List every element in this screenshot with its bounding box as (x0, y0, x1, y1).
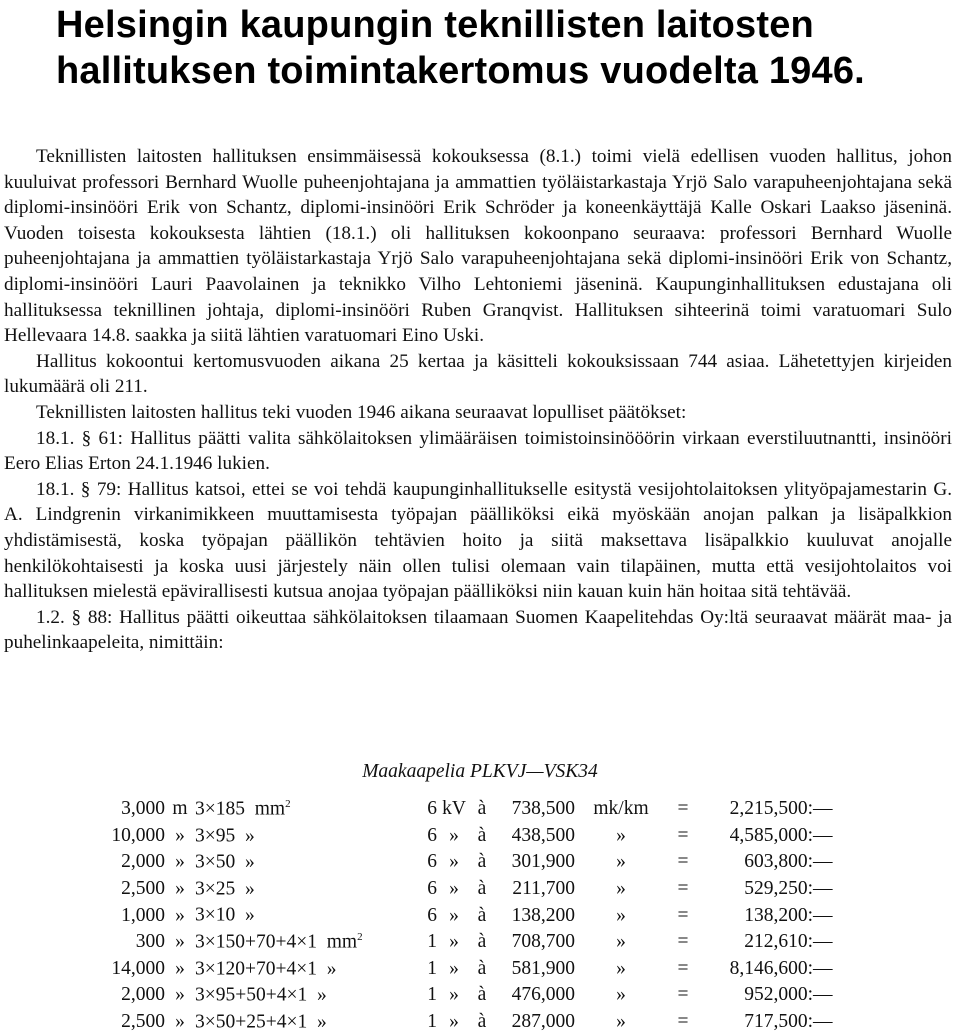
voltage-unit: » (449, 878, 459, 900)
total-dash: — (813, 957, 833, 979)
document-title: Helsingin kaupungin teknillisten laitosten hallituksen toimintakertomus vuodelta 1946. (56, 4, 865, 92)
voltage-value: 6 (427, 904, 437, 926)
cable-table-body (80, 796, 853, 1035)
total-dash: — (813, 1011, 833, 1033)
equals-sign: = (677, 878, 689, 900)
cable-length: 300 (135, 931, 165, 953)
length-unit: m (172, 798, 188, 820)
total-dash: — (813, 904, 833, 926)
price-unit: » (616, 931, 626, 953)
equals-sign: = (677, 984, 689, 1006)
voltage-unit: » (449, 851, 459, 873)
cable-table (80, 796, 853, 1035)
price-at: à (477, 878, 487, 900)
cable-size-unit: » (326, 958, 337, 980)
price-at: à (477, 798, 487, 820)
cable-size-unit: mm (326, 931, 358, 953)
price-at: à (477, 957, 487, 979)
voltage-value: 1 (427, 957, 437, 979)
cable-size-unit: » (245, 851, 255, 873)
cable-size-value: 3×25 (195, 878, 236, 900)
table-row (80, 876, 853, 903)
table-row (80, 956, 853, 983)
price-unit: » (616, 904, 626, 926)
price-unit: » (616, 957, 626, 979)
row-total: 603,800: (744, 851, 813, 873)
unit-superscript: 2 (285, 798, 291, 811)
cable-length: 2,000 (121, 984, 165, 1006)
row-total: 529,250: (744, 878, 813, 900)
voltage-unit: » (449, 984, 459, 1006)
cable-size-value: 3×50 (195, 851, 236, 873)
cable-length: 10,000 (111, 824, 165, 846)
row-total: 4,585,000: (729, 824, 813, 846)
length-unit: » (175, 931, 185, 953)
price-at: à (477, 824, 487, 846)
equals-sign: = (677, 904, 689, 926)
unit-price: 581,900 (511, 957, 575, 979)
price-unit: » (616, 824, 626, 846)
equals-sign: = (677, 957, 689, 979)
paragraph-board-composition: Teknillisten laitosten hallituksen ensimmäisessä kokouksessa (8.1.) toimi vielä edellisen vuoden hallitus, johon kuuluivat professori Bernhard Wuolle puheenjohtajana ja ammattien työläistarkastaja Yrjö Salo varapuheenjohtajana sekä diplomi-insinööri Erik von Schantz, diplomi-insinööri Erik Schröder ja koneenkäyttäjä Kalle Oskari Laakso jäseninä. Vuoden toisesta kokouksesta lähtien (18.1.) oli hallituksen kokoonpano seuraava: professori Bernhard Wuolle puheenjohtajana ja ammattien työläistarkastaja Yrjö Salo varapuheenjohtajana sekä diplomi-insinööri Erik von Schantz, diplomi-insinööri Lauri Paavolainen ja teknikko Vilho Lehtoniemi jäseninä. Kaupunginhallituksen edustajana oli hallituksessa teknillinen johtaja, diplomi-insinööri Ruben Granqvist. Hallituksen sihteerinä toimi varatuomari Sulo Hellevaara 14.8. saakka ja siitä lähtien varatuomari Eino Uski. (4, 146, 952, 347)
table-caption: Maakaapelia PLKVJ—VSK34 (362, 761, 598, 782)
length-unit: » (175, 1011, 185, 1033)
cable-size (195, 796, 407, 823)
voltage-unit: » (449, 957, 459, 979)
cable-size-unit: » (317, 1011, 327, 1033)
unit-price: 301,900 (511, 851, 575, 873)
length-unit: » (175, 957, 185, 979)
length-unit: » (175, 824, 185, 846)
table-row (80, 1009, 853, 1035)
paragraph-decision-88: 1.2. § 88: Hallitus päätti oikeuttaa sähkölaitoksen tilaamaan Suomen Kaapelitehdas Oy:ltä seuraavat määrät maa- ja puhelinkaapeleita, nimittäin: (4, 606, 952, 654)
price-unit: » (616, 851, 626, 873)
equals-sign: = (677, 798, 689, 820)
voltage-value: 6 (427, 824, 437, 846)
total-dash: — (813, 878, 833, 900)
cable-size (195, 902, 407, 929)
cable-size-unit: » (317, 984, 327, 1006)
length-unit: » (175, 984, 185, 1006)
voltage-value: 6 (427, 851, 437, 873)
total-dash: — (813, 824, 833, 846)
row-total: 2,215,500: (729, 798, 813, 820)
cable-size (195, 1009, 407, 1035)
paragraph-meetings: Hallitus kokoontui kertomusvuoden aikana 25 kertaa ja käsitteli kokouksissaan 744 asiaa. Lähetettyjen kirjeiden lukumäärä oli 211. (4, 350, 952, 398)
equals-sign: = (677, 851, 689, 873)
unit-price: 708,700 (511, 931, 575, 953)
table-row (80, 982, 853, 1009)
cable-size-unit: » (245, 825, 255, 847)
voltage-unit: kV (442, 798, 466, 820)
cable-size (195, 823, 407, 850)
cable-size-value: 3×185 (195, 798, 245, 820)
cable-length: 1,000 (121, 904, 165, 926)
cable-size-unit: » (245, 904, 255, 926)
voltage-value: 1 (427, 931, 437, 953)
voltage-unit: » (449, 904, 459, 926)
total-dash: — (813, 798, 833, 820)
unit-price: 476,000 (511, 984, 575, 1006)
unit-superscript: 2 (357, 931, 363, 944)
cable-size-value: 3×95 (195, 825, 236, 847)
unit-price: 738,500 (511, 798, 575, 820)
voltage-unit: » (449, 824, 459, 846)
row-total: 212,610: (744, 931, 813, 953)
cable-length: 3,000 (121, 798, 165, 820)
voltage-unit: » (449, 931, 459, 953)
voltage-value: 1 (427, 1011, 437, 1033)
voltage-unit: » (449, 1011, 459, 1033)
voltage-value: 1 (427, 984, 437, 1006)
row-total: 717,500: (744, 1011, 813, 1033)
cable-size (195, 982, 407, 1009)
price-at: à (477, 1011, 487, 1033)
total-dash: — (813, 984, 833, 1006)
voltage-value: 6 (427, 878, 437, 900)
cable-size-value: 3×95+50+4×1 (195, 984, 308, 1006)
equals-sign: = (677, 1011, 689, 1033)
price-unit: mk/km (593, 798, 649, 820)
table-row (80, 929, 853, 956)
cable-length: 2,500 (121, 878, 165, 900)
cable-size-unit: » (245, 878, 255, 900)
price-at: à (477, 931, 487, 953)
paragraph-decision-79: 18.1. § 79: Hallitus katsoi, ettei se voi tehdä kaupunginhallitukselle esitystä vesijohtolaitoksen ylityöpajamestarin G. A. Lindgrenin virkanimikkeen muuttamisesta työpajan päälliköksi eikä myöskään anojan palkan ja lisäpalkkion yhdistämisestä, koska työpajan päällikön tehtävien hoito ja siitä maksettava lisäpalkkio kuuluvat anojalle henkilökohtaisesti ja koska uusi järjestely näin ollen tulisi olemaan vain tilapäinen, mutta että vesijohtolaitos voi hallituksen mielestä epävirallisesti kutsua anojaa työpajan päälliköksi niin kauan kuin hän hoitaa sitä tehtävää. (4, 478, 952, 603)
price-at: à (477, 984, 487, 1006)
length-unit: » (175, 878, 185, 900)
table-row (80, 849, 853, 876)
cable-size (195, 956, 407, 983)
table-row (80, 902, 853, 929)
cable-length: 14,000 (111, 957, 165, 979)
price-at: à (477, 851, 487, 873)
equals-sign: = (677, 824, 689, 846)
unit-price: 438,500 (511, 824, 575, 846)
cable-length: 2,500 (121, 1011, 165, 1033)
price-unit: » (616, 1011, 626, 1033)
cable-length: 2,000 (121, 851, 165, 873)
cable-size-value: 3×120+70+4×1 (195, 958, 317, 980)
cable-size (195, 929, 407, 956)
length-unit: » (175, 851, 185, 873)
cable-size (195, 876, 407, 903)
cable-size (195, 849, 407, 876)
unit-price: 138,200 (511, 904, 575, 926)
total-dash: — (813, 931, 833, 953)
length-unit: » (175, 904, 185, 926)
equals-sign: = (677, 931, 689, 953)
unit-price: 287,000 (511, 1011, 575, 1033)
paragraph-decision-61: 18.1. § 61: Hallitus päätti valita sähkölaitoksen ylimääräisen toimistoinsinööörin virkaan everstiluutnantti, insinööri Eero Elias Erton 24.1.1946 lukien. (4, 427, 952, 475)
row-total: 138,200: (744, 904, 813, 926)
table-row (80, 823, 853, 850)
cable-size-unit: mm (254, 798, 286, 820)
unit-price: 211,700 (512, 878, 575, 900)
price-at: à (477, 904, 487, 926)
row-total: 8,146,600: (729, 957, 813, 979)
paragraph-decisions-intro: Teknillisten laitosten hallitus teki vuoden 1946 aikana seuraavat lopulliset päätökset: (36, 401, 687, 423)
price-unit: » (616, 878, 626, 900)
total-dash: — (813, 851, 833, 873)
price-unit: » (616, 984, 626, 1006)
cable-size-value: 3×10 (195, 904, 236, 926)
table-row (80, 796, 853, 823)
row-total: 952,000: (744, 984, 813, 1006)
voltage-value: 6 (427, 798, 437, 820)
document-body (4, 144, 952, 656)
cable-size-value: 3×150+70+4×1 (195, 931, 317, 953)
cable-size-value: 3×50+25+4×1 (195, 1011, 308, 1033)
